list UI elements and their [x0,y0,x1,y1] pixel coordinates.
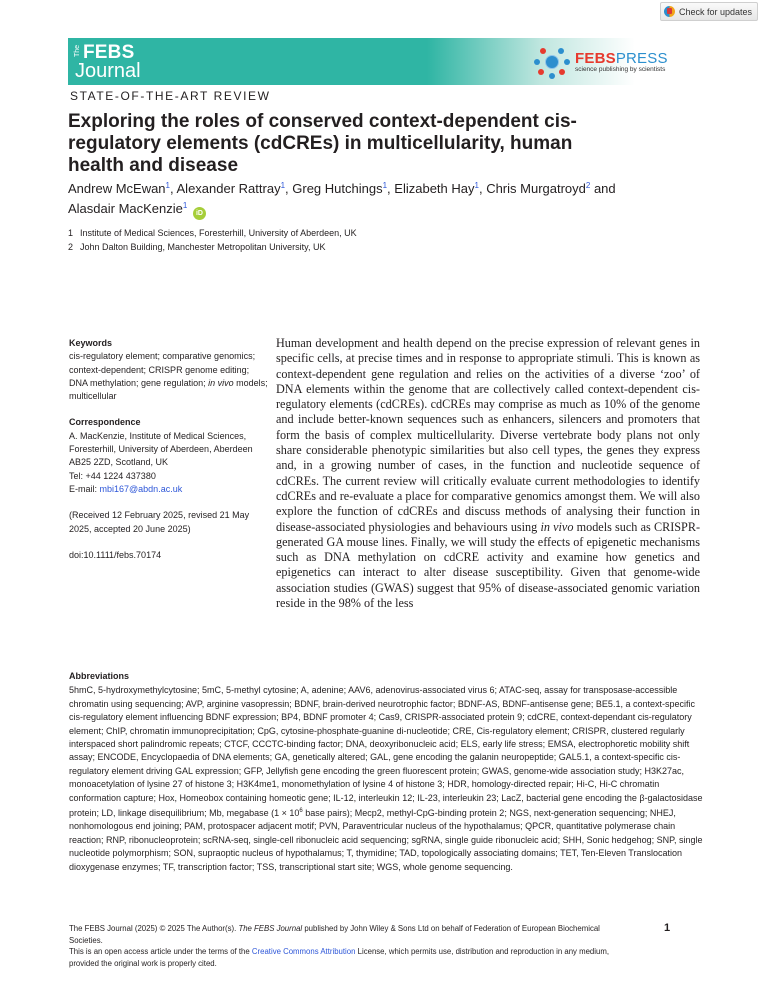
affiliation: 2 John Dalton Building, Manchester Metropolitan University, UK [68,242,326,252]
febs-press-molecule-icon [534,47,570,77]
page-number: 1 [664,922,671,934]
orcid-icon[interactable]: iD [193,207,206,220]
logo-the: The [74,44,81,57]
doi[interactable]: doi:10.1111/febs.70174 [69,549,162,560]
author[interactable]: Chris Murgatroyd$^2$ [486,181,591,196]
logo-febs: FEBS [83,42,135,63]
copyright-line: The FEBS Journal (2025) © 2025 The Author(s). The FEBS Journal published by John Wiley & Sons Ltd on behalf of Federation of European Biochemical Societies. [69,924,600,945]
article-sidebar [69,337,269,562]
press-febs: FEBS [575,49,616,67]
affiliation: 1 Institute of Medical Sciences, Foresterhill, University of Aberdeen, UK [68,228,357,238]
abbreviations [69,670,709,874]
license-link[interactable]: Creative Commons Attribution [251,947,356,957]
keywords-block [69,337,269,403]
author[interactable]: Alasdair MacKenzie$^1$ [68,201,188,216]
author[interactable]: Elizabeth Hay$^1$ [394,181,479,196]
author[interactable]: Greg Hutchings$^1$ [292,181,388,196]
license-line: This is an open access article under the terms of the Creative Commons Attribution License, which permits use, distribution and reproduction in any medium, provided the original work is properly cited. [69,947,609,968]
logo-journal: Journal [75,60,141,82]
affiliations [68,226,357,254]
correspondence-email: E-mail: mbi167@abdn.ac.uk [69,483,183,494]
page-footer [69,923,629,969]
press-tagline: science publishing by scientists [575,65,666,73]
abstract: Human development and health depend on the precise expression of relevant genes in specific cells, at precise times and in response to appropriate stimuli. This is known as context-dependent gene regulation and relies on the activities of a diverse ‘zoo’ of DNA elements within the genome that are collectively called context-dependent cis-regulatory elements (cdCREs). cdCREs may comprise as much as 10% of the genome and include better-known sequences such as enhancers, silencers and promoters that form the basis of complex multicellularity. Diverse vertebrate body plans not only share considerable phenotypic similarities but also cell types, the genes they express and, in a growing number of cases, in the function and nucleotide sequence of cdCREs. The current review will critically evaluate current methodologies to identify cdCREs and re-evaluate a place for comparative genomics amongst them. We will also explore the function of cdCREs and discuss methods of analysing their function in disease-associated physiologies and behaviours using in vivo models such as CRISPR-generated GA mouse lines. Finally, we will study the effects of epigenetic mechanisms such as DNA methylation on cdCRE activity and examine how genetics and epigenetics can interact to alter disease susceptibility. Given that genome-wide association studies (GWAS) suggest that 95% of disease-associated genomic variation reside in the 98% of the less [276,336,701,611]
author-list: Andrew McEwan$^1$, Alexander Rattray$^1$, Greg Hutchings$^1$, Elizabeth Hay$^1$, Chris Murgatroyd$^2$ and Alasdair MacKenzie$^1$ iD [68,179,698,220]
correspondence-address: A. MacKenzie, Institute of Medical Sciences, Foresterhill, University of Aberdeen, Aberdeen AB25 2ZD, Scotland, UK [69,430,253,468]
check-for-updates-label: Check for updates [679,6,753,17]
keywords-text: cis-regulatory element; comparative genomics; context-dependent; CRISPR genome editing; DNA methylation; gene regulation; in vivo models; multicellular [69,351,268,402]
abbreviations-heading: Abbreviations [69,671,130,681]
email-link[interactable]: mbi167@abdn.ac.uk [99,483,183,494]
article-type: STATE-OF-THE-ART REVIEW [70,89,271,103]
correspondence-heading: Correspondence [69,417,141,428]
check-for-updates-button[interactable] [660,2,758,21]
press-press: PRESS [615,49,668,67]
correspondence-block [69,416,269,496]
received-dates: (Received 12 February 2025, revised 21 May 2025, accepted 20 June 2025) [69,510,250,534]
abbreviations-text: 5hmC, 5-hydroxymethylcytosine; 5mC, 5-methyl cytosine; A, adenine; AAV6, adenovirus-associated virus 6; ATAC-seq, assay for transposase-accessible chromatin using sequencing; AVP, arginine vasopressin; BDNF, brain-derived neurotrophic factor; BDNF-AS, BDNF-antisense gene; BE5.1, a context-specific cis-regulatory element influencing BDNF expression; BP4, BDNF promoter 4; Cas9, CRISPR-associated protein 9; cdCRE, context-dependant cis-regulatory element; ChIP, chromatin immunoprecipitation; CpG, cytosine-phosphate-guanine di-nucleotide; CRE, Cis-regulatory element; CRISPR, clustered regularly interspaced short palindromic repeats; CTCF, CCCTC-binding factor; DNA, deoxyribonucleic acid; ELS, early life stress; EMSA, electrophoretic mobility shift assay; ENCODE, Encyclopaedia of DNA elements; GA, genetically altered; GAL, gene encoding the galanin neuropeptide; GAL5.1, a context-specific cis-regulatory element driving GAL expression; GFP, Jellyfish gene encoding the green fluorescent protein; GWAS, genome-wide association study; H3K27ac, monoacetylation of lysine 27 of histone 3; H3K4me1, monomethylation of lysine 4 of histone 3; HDR, homology-directed repair; Hi-C, Hi-C chromatin conformation capture; Hox, Homeobox containing homeotic gene; IL-12, interleukin 12; IL-23, interleukin 23; LacZ, bacterial gene encoding the β-galactosidase protein; LD, linkage disequilibrium; Mb, megabase ($1 \times 10^6$ base pairs); Mecp2, methyl-CpG-binding protein 2; NGS, next-generation sequencing; NHEJ, nonhomologous end joining; PAM, protospacer adjacent motif; PVN, Paraventricular nucleus of the hypothalamus; QPCR, quantitative polymerase chain reaction; RNP, ribonucleoprotein; scRNA-seq, single-cell ribonucleic acid sequencing; sgRNA, single guide ribonucleic acid; SHH, Sonic hedgehog; SNP, single nucleotide polymorphism; SON, supraoptic nucleus of hypothalamus; T, thymidine; TAD, topologically associating domains; TET, Ten-Eleven Translocation dioxygenase enzymes; TF, transcription factor; TSS, transcriptional start site; WGS, whole genome sequencing. [69,685,703,872]
author[interactable]: Andrew McEwan$^1$ [68,181,170,196]
article-title: Exploring the roles of conserved context-dependent cis-regulatory elements (cdCREs) in multicellularity, human health and disease [68,111,577,176]
author[interactable]: Alexander Rattray$^1$ [176,181,286,196]
keywords-heading: Keywords [69,338,113,348]
febs-press-logo [534,47,668,77]
crossmark-icon [664,6,675,17]
correspondence-tel: Tel: +44 1224 437380 [69,470,156,481]
